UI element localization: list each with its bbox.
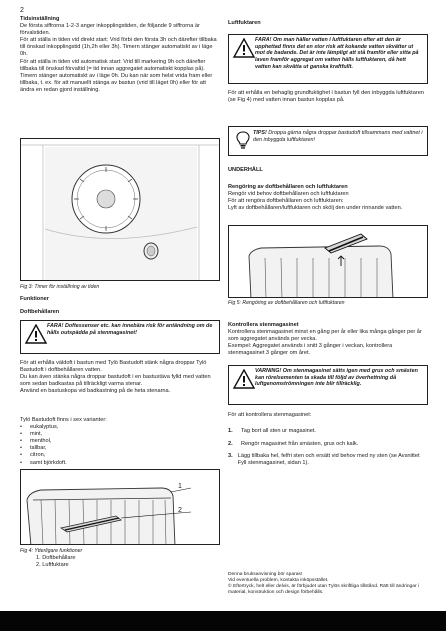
warning-text: FARA! Om man häller vatten i luftfuktaren efter att den är upphettad finns det en stor risk att kokande vatten skvätter ut mot de badande. Det är inte lämpligt att stå framför eller sitta på laven framför aggregat om vatten hälls luftfuktaren, då hett vatten kan skvätta ut ganska kraftfullt. <box>255 37 419 70</box>
heading-funktioner: Funktioner <box>20 296 49 302</box>
cleaning-illustration <box>229 226 428 298</box>
steps-list <box>228 428 428 467</box>
list-item: • menthol, <box>20 438 52 445</box>
warning-text: FARA! Doftessenser etc. kan innebära risk för antändning om de hålls outspädda på stenmagasinet! <box>47 323 213 336</box>
figure-cleaning <box>228 225 428 298</box>
rengoring-body: Rengör vid behov doftbehållaren och luftfuktaren För att rengöra doftbehållaren och luftfuktaren: Lyft av doftbehållaren/luftfuktaren och skölj den under rinnande vatten. <box>228 191 403 212</box>
list-item: • eukalyptus, <box>20 424 59 431</box>
list-item: • citron, <box>20 452 46 459</box>
warning-triangle-icon <box>233 369 255 389</box>
kontroll-body: Kontrollera stenmagasinet minst en gång per år eller lika många gånger per år som aggregatet används per vecka. Exempel: Aggregatet används i snitt 3 gånger i veckan, kontrollera stenmagasinet 3 gånger om året. <box>228 329 422 357</box>
figure-functions <box>20 469 220 545</box>
footer-bar <box>0 611 446 631</box>
page-number: 2 <box>20 7 24 14</box>
warning-triangle-icon <box>25 324 47 344</box>
heading-luftfuktaren: Luftfuktaren <box>228 20 261 26</box>
warning-box <box>20 320 220 354</box>
list-item: • samt björkdoft. <box>20 459 67 466</box>
doft-body: För att erhålla väldoft i bastun med Tylö Bastudoft stänk några droppar Tylö Bastudoft i doftbehållaren vatten. Du kan även stänka några droppar bastudoft i en bastustäva fylld med vatten som sedan badkastas på tillräckligt varma stenar. Använd en bastuskopa vid badkastning på de heta stenarna. <box>20 360 211 395</box>
lightbulb-icon <box>233 130 253 150</box>
figure-caption: Fig 5: Rengöring av doftbehållaren och luftfuktaren <box>228 300 345 306</box>
tips-body: Droppa gärna några droppar bastudoft tillsammans med vattnet i den inbyggda luftfuktaren! <box>253 130 423 143</box>
list-item: 1. Tag bort all sten ur magasinet. <box>228 428 316 434</box>
heater-top-illustration <box>21 470 220 545</box>
list-item: 2. Rengör magasinet från smästen, grus och kalk. <box>228 440 359 447</box>
steps-block <box>228 428 428 473</box>
section-tidsinstallning <box>20 16 220 94</box>
figure-timer <box>20 138 220 281</box>
tips-box <box>228 126 428 156</box>
footer-note: Denna bruksanvisning bör sparas! Vid eventuella problem, kontakta inköpsstället. © Eftertryck, helt eller delvis, är förbjudet utan Tylös skriftliga tillstånd. Rätt till ändringar i material, konstruktion och design förbehålls. <box>228 572 420 595</box>
list-item: • mint, <box>20 431 43 438</box>
warning-triangle-icon <box>233 38 255 58</box>
tips-label: TIPS! <box>253 130 267 136</box>
warning-box <box>228 34 428 84</box>
variants-intro: Tylö Bastudoft finns i sex varianter: <box>20 417 107 423</box>
variants-list <box>20 424 220 467</box>
tips-text <box>253 130 423 143</box>
heading-doftbehallaren: Doftbehållaren <box>20 309 60 315</box>
warning-text: VARNING! Om stenmagasinet sätts igen med grus och smästen kan rörelsementen ta skada till följd av överhettning då luftgenomströmningen inte blir tillräcklig. <box>255 368 418 388</box>
warning-box <box>228 365 428 405</box>
section-title: Tidsinställning <box>20 16 60 22</box>
section-body: De första siffrorna 1-2-3 anger inkopplingstiden, de följande 9 siffrorna är förvalstiden. För att ställa in tiden vid direkt start: Vrid förbi den första 3h och därefter tillbaka till önskad inkopplingstid (1h,2h eller 3h). Timern stänger automatiskt av i läge 0h. För att ställa in tiden vid automatisk start: Vrid till markering 9h och därefter tillbaka till önskad förvaltid (= tid innan aggregatet automatiskt kopplas på). Timern stänger automatiskt av i läge 0h. Du kan när som helst vrida fram eller tillbaka, t. ex. för att manuellt stänga av bastun (vrid till läget 0h) eller för att ändra en redan gjord inställning. <box>20 23 217 93</box>
callout-label-2: 2 <box>178 507 182 514</box>
heading-underhall: UNDERHÅLL <box>228 167 263 173</box>
figure-caption: Fig 3: Timer för inställning av tiden <box>20 284 100 290</box>
figure-caption: Fig 4: Ytterligare funktioner <box>20 548 83 554</box>
list-item: 3. Lägg tillbaka hel, felfri sten och ersätt vid behov med ny sten (se Avsnittet Fyll stenmagasinet, sidan 1). <box>228 453 420 467</box>
heading-rengoring: Rengöring av doftbehållaren och luftfuktaren <box>228 184 348 190</box>
heading-kontroll: Kontrollera stenmagasinet <box>228 322 299 328</box>
luft-body: För att erhålla en behaglig grundfuktighet i bastun fyll den inbyggda luftfuktaren (se Fig 4) med vatten innan bastun kopplas på. <box>228 90 424 104</box>
steps-intro: För att kontrollera stenmagasinet: <box>228 412 312 418</box>
legend-item: 1. Doftbehållare <box>36 555 76 561</box>
legend-item: 2. Luftfuktare <box>36 562 69 569</box>
variants-block <box>20 417 220 467</box>
timer-illustration <box>21 139 220 281</box>
callout-label-1: 1 <box>178 483 182 490</box>
figure-legend <box>36 555 76 569</box>
list-item: • tallbar, <box>20 445 47 452</box>
